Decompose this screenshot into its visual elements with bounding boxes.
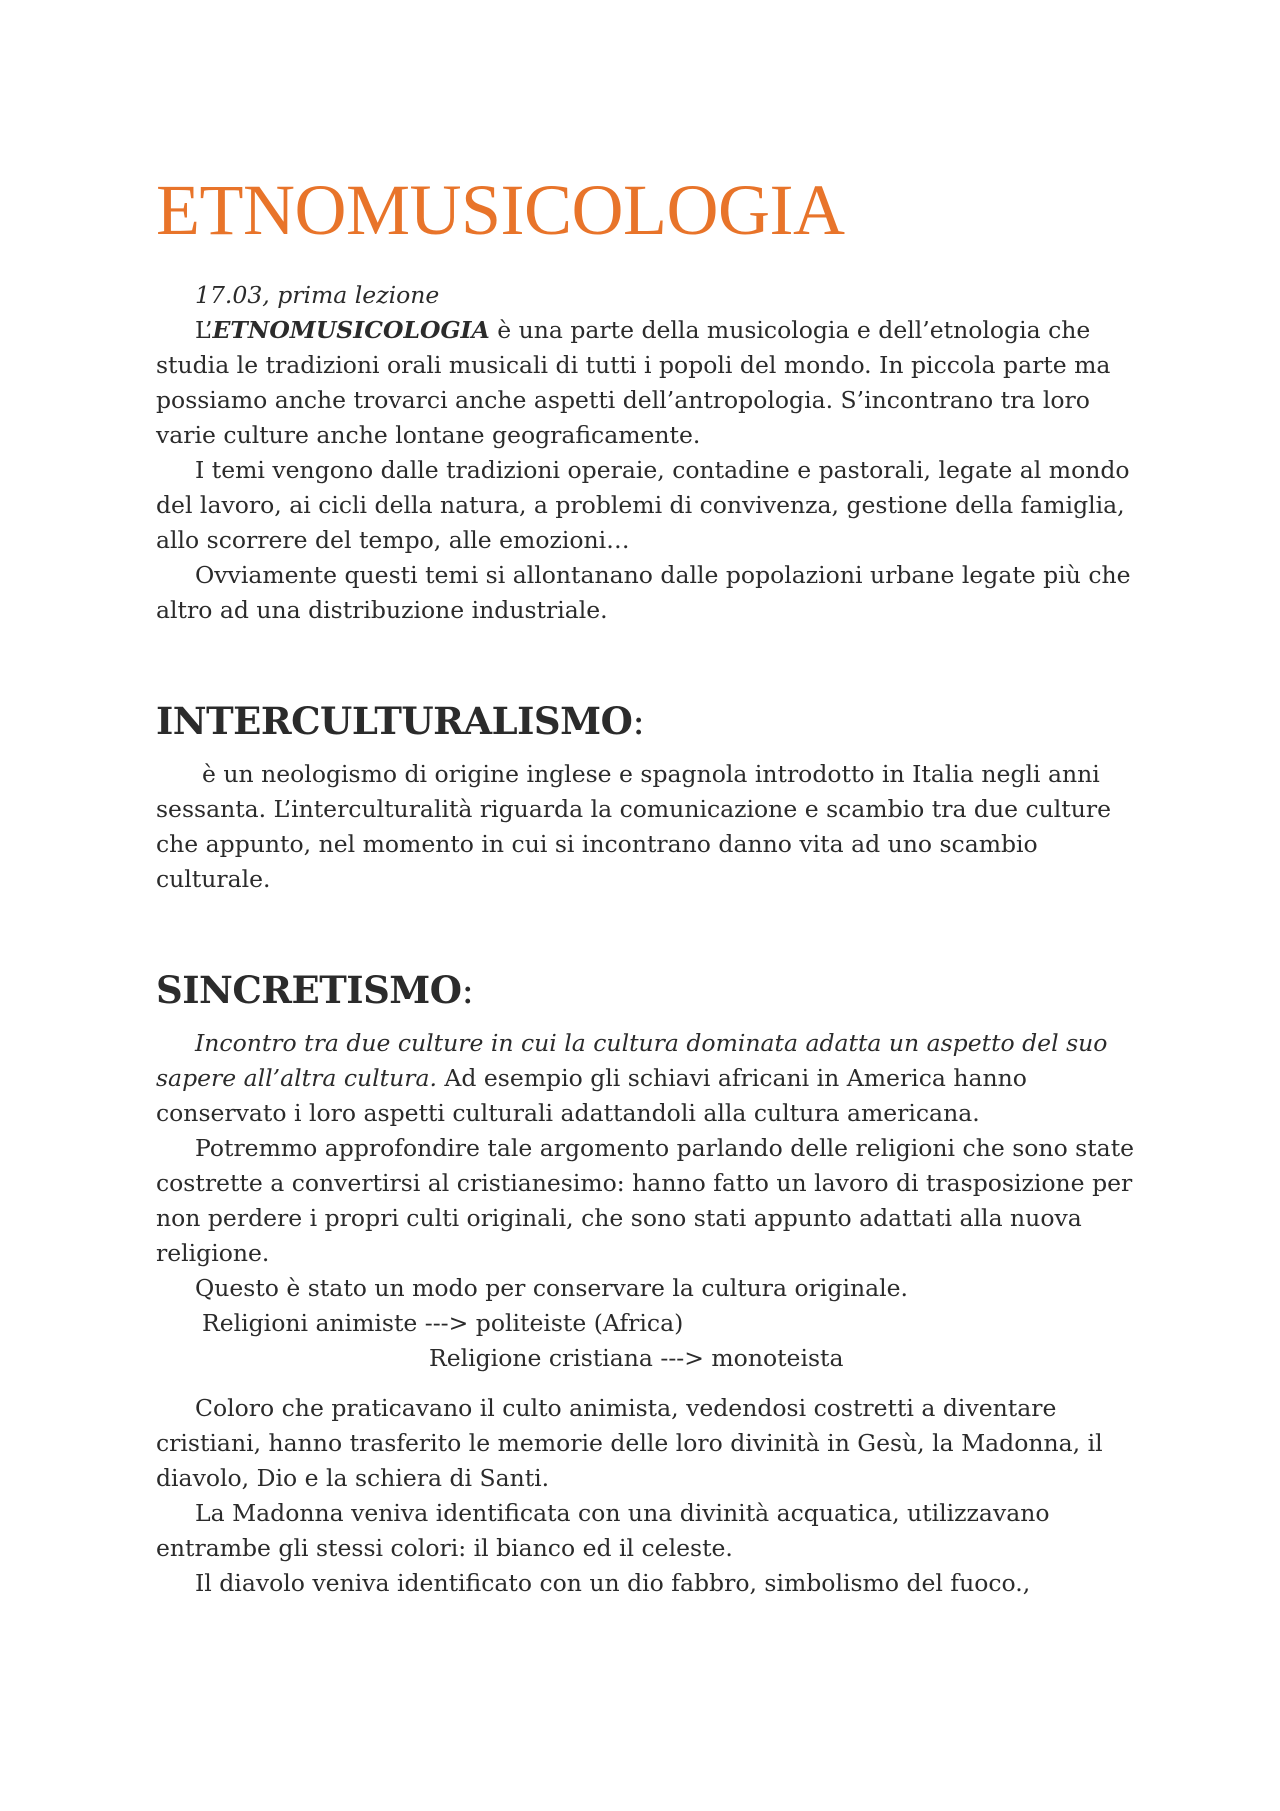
intro-paragraph-3: Ovviamente questi temi si allontanano dalle popolazioni urbane legate più che altro ad una distribuzione industriale. xyxy=(156,561,1131,624)
intro-paragraph-1-prefix: L’ xyxy=(195,316,213,344)
sincretismo-paragraph-3: Questo è stato un modo per conservare la cultura originale. xyxy=(195,1274,909,1302)
interculturalismo-paragraph-1: è un neologismo di origine inglese e spagnola introdotto in Italia negli anni sessanta. L’interculturalità riguarda la comunicazione e scambio tra due culture che appunto, nel momento in cui si incontrano danno vita ad uno scambio culturale. xyxy=(156,760,1112,893)
document-title: ETNOMUSICOLOGIA xyxy=(156,170,845,250)
paragraph-spacer xyxy=(156,1376,1146,1391)
sincretismo-paragraph-5: La Madonna veniva identificata con una divinità acquatica, utilizzavano entrambe gli stessi colori: il bianco ed il celeste. xyxy=(156,1499,1050,1562)
section-spacer xyxy=(156,628,1146,699)
intro-term-etnomusicologia: ETNOMUSICOLOGIA xyxy=(212,316,490,344)
intro-paragraph-2: I temi vengono dalle tradizioni operaie, contadine e pastorali, legate al mondo del lavoro, ai cicli della natura, a problemi di convivenza, gestione della famiglia, allo scorrere del tempo, alle emozioni… xyxy=(156,456,1130,554)
intro-paragraph-1 xyxy=(156,313,1146,453)
arrow-line-animiste: Religioni animiste ---> politeiste (Africa) xyxy=(202,1309,684,1337)
lesson-date: 17.03, prima lezione xyxy=(195,281,440,309)
sincretismo-paragraph-1-rest: Ad esempio gli schiavi africani in America hanno conservato i loro aspetti culturali adattandoli alla cultura americana. xyxy=(156,1064,1027,1127)
sincretismo-definition: Incontro tra due culture in cui la cultura dominata adatta un aspetto del suo sapere all’altra cultura. xyxy=(156,1029,1108,1092)
section-spacer xyxy=(156,897,1146,968)
heading-sincretismo-colon: : xyxy=(461,969,474,1012)
heading-interculturalismo xyxy=(156,699,1146,744)
sincretismo-paragraph-4: Coloro che praticavano il culto animista, vedendosi costretti a diventare cristiani, hanno trasferito le memorie delle loro divinità in Gesù, la Madonna, il diavolo, Dio e la schiera di Santi. xyxy=(156,1394,1103,1492)
heading-sincretismo-text: SINCRETISMO xyxy=(156,968,462,1012)
sincretismo-paragraph-6: Il diavolo veniva identificato con un dio fabbro, simbolismo del fuoco., xyxy=(195,1569,1031,1597)
arrow-line-cristiana: Religione cristiana ---> monoteista xyxy=(429,1344,844,1372)
sincretismo-paragraph-2: Potremmo approfondire tale argomento parlando delle religioni che sono state costrette a convertirsi al cristianesimo: hanno fatto un lavoro di trasposizione per non perdere i propri culti originali, che sono stati appunto adattati alla nuova religione. xyxy=(156,1134,1135,1267)
heading-sincretismo xyxy=(156,968,1146,1013)
intro-paragraph-1-rest: è una parte della musicologia e dell’etnologia che studia le tradizioni orali musicali di tutti i popoli del mondo. In piccola parte ma possiamo anche trovarci anche aspetti dell’antropologia. S’incontrano tra loro varie culture anche lontane geograficamente. xyxy=(156,316,1111,449)
document-content xyxy=(156,170,1146,1601)
heading-interculturalismo-text: INTERCULTURALISMO xyxy=(156,699,633,743)
heading-interculturalismo-colon: : xyxy=(632,700,645,743)
sincretismo-paragraph-1 xyxy=(156,1026,1146,1131)
